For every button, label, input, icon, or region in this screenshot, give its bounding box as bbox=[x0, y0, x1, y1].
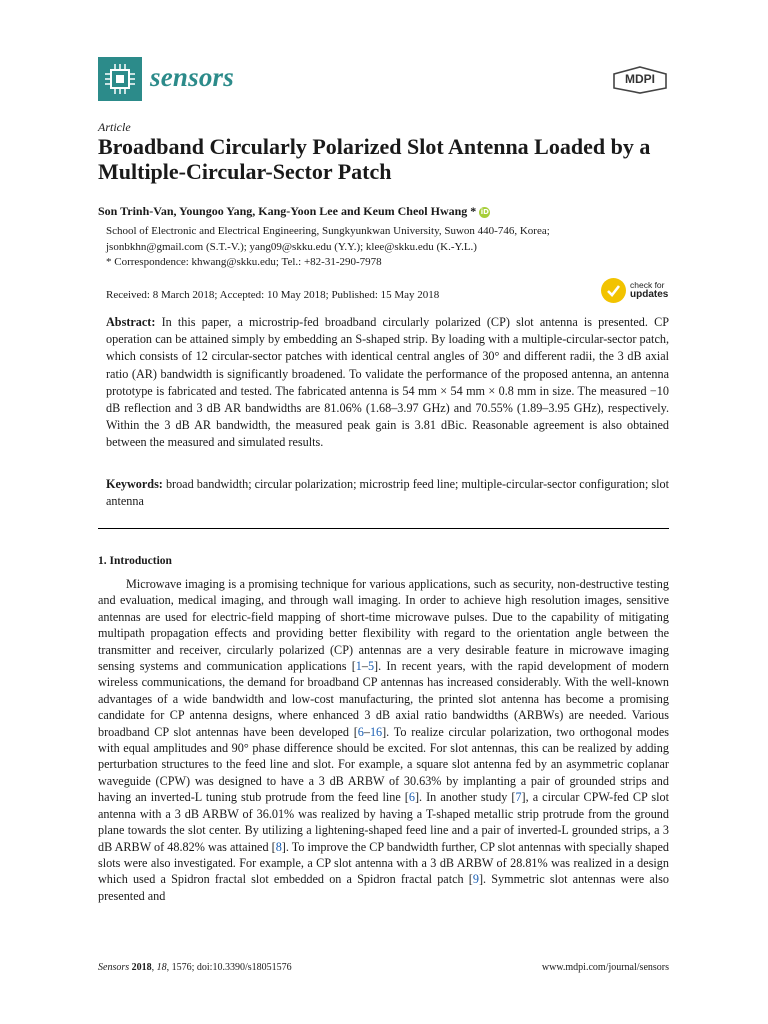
check-updates-icon bbox=[601, 278, 626, 303]
orcid-icon[interactable]: iD bbox=[480, 208, 489, 216]
intro-text-7: ]. Symmetric slot antennas were also presented and bbox=[98, 872, 669, 903]
citation-dash: – bbox=[363, 724, 370, 739]
citation-link[interactable]: 6 bbox=[357, 724, 364, 739]
affiliation-line: School of Electronic and Electrical Engineering, Sungkyunkwan University, Suwon 440-746, Korea; bbox=[106, 225, 550, 237]
journal-logo bbox=[98, 57, 142, 101]
citation-link[interactable]: 6 bbox=[408, 790, 415, 805]
abstract bbox=[106, 314, 669, 452]
citation-link[interactable]: 16 bbox=[369, 724, 383, 739]
intro-text-2: ]. In recent years, with the rapid development of modern wireless communications, the demand for broadband CP antennas has increased considerably. With the well-known advantages of a wide bandwidth and low-cost manufacturing, the printed slot antenna has become a promising candidate for CP antenna designs, where enhanced 3 dB axial ratio bandwidths (ARBWs) are needed. Various broadband CP slot antennas have been developed [ bbox=[98, 659, 669, 739]
check-updates-line2: updates bbox=[630, 289, 669, 300]
citation-link[interactable]: 1 bbox=[355, 659, 362, 674]
journal-name: sensors bbox=[150, 62, 234, 92]
footer-url[interactable]: www.mdpi.com/journal/sensors bbox=[541, 962, 669, 973]
keywords-text: broad bandwidth; circular polarization; microstrip feed line; multiple-circular-sector configuration; slot antenna bbox=[106, 477, 670, 509]
footer-doi: , 1576; doi:10.3390/s18051576 bbox=[166, 962, 292, 973]
footer-citation: Sensors 2018, 18, 1576; doi:10.3390/s18051576 bbox=[98, 962, 292, 973]
citation-dash: – bbox=[361, 659, 368, 674]
check-updates-line1: check for bbox=[630, 280, 665, 290]
keywords bbox=[106, 476, 669, 510]
article-type: Article bbox=[98, 120, 131, 134]
abstract-text: In this paper, a microstrip-fed broadband circularly polarized (CP) slot antenna is presented. CP operation can be attained simply by embedding an S-shaped strip. By loading with a multiple-circular-sector patch, which consists of 12 circular-sector patches with identical central angles of 30° and different radii, the 3 dB axial ratio (AR) bandwidth is significantly broadened. To validate the performance of the proposed antenna, an antenna prototype is fabricated and tested. The fabricated antenna is 54 mm × 54 mm × 0.8 mm in size. The measured −10 dB reflection and 3 dB AR bandwidths are 81.06% (1.68–3.97 GHz) and 70.55% (1.89–3.95 GHz), respectively. Within the 3 dB AR bandwidth, the measured peak gain is 3.81 dBic. Reasonable agreement is also obtained between the measured and simulated results. bbox=[106, 315, 670, 450]
affiliation-emails: jsonbkhn@gmail.com (S.T.-V.); yang09@skku.edu (Y.Y.); klee@skku.edu (K.-Y.L.) bbox=[106, 240, 477, 253]
keywords-label: Keywords: bbox=[106, 477, 163, 491]
intro-text-1: Microwave imaging is a promising technique for various applications, such as security, non-destructive testing and evaluation, medical imaging, and through wall imaging. In order to achieve high resolution images, sensitive antennas are used for electric-field mapping of short-time microwave pulses. Due to the capability of mitigating multipath propagation effects and providing better flexibility with regard to the orientation angle between the transmitter and receiver, circularly polarized (CP) antennas are a very desirable feature in microwave imaging sensing systems and communication applications [ bbox=[98, 577, 669, 674]
intro-text-5: ], a circular CPW-fed CP slot antenna with a 3 dB ARBW of 36.01% was realized by having a T-shaped metallic strip protrude from the ground plane towards the slot center. By utilizing a lightening-shaped feed line and a pair of inverted-L grounded strips, a 3 dB ARBW of 48.82% was attained [ bbox=[98, 790, 669, 854]
citation-link[interactable]: 7 bbox=[515, 790, 522, 805]
intro-text-6: ]. To improve the CP bandwidth further, CP slot antennas with specially shaped slots were also investigated. For example, a CP slot antenna with a 3 dB ARBW of 28.81% was realized in a design which used a Spidron fractal slot embedded on a Spidron fractal patch [ bbox=[98, 839, 669, 887]
authors-text: Son Trinh-Van, Youngoo Yang, Kang-Yoon Lee and Keum Cheol Hwang * bbox=[98, 204, 477, 218]
publication-dates: Received: 8 March 2018; Accepted: 10 May 2018; Published: 15 May 2018 bbox=[106, 289, 440, 301]
footer-volume: 18 bbox=[156, 962, 167, 973]
section-divider bbox=[98, 528, 669, 529]
intro-text-4: ]. In another study [ bbox=[414, 790, 516, 805]
intro-text-3: ]. To realize circular polarization, two orthogonal modes with equal amplitudes and 90° phase difference should be excited. For slot antennas, this can be realized by adding perturbation structures to the feed line and slot. For example, a square slot antenna fed by an asymmetric coplanar waveguide (CPW) was designed to have a 3 dB ARBW of 30.63% by implanting a pair of grounded strips and having an inverted-L tuning stub protrude from the feed line [ bbox=[98, 724, 669, 805]
citation-link[interactable]: 9 bbox=[472, 872, 479, 887]
affiliations bbox=[106, 224, 550, 271]
check-for-updates-badge[interactable] bbox=[601, 278, 671, 306]
article-title: Broadband Circularly Polarized Slot Antenna Loaded by a Multiple-Circular-Sector Patch bbox=[98, 134, 651, 184]
mdpi-logo bbox=[611, 66, 669, 98]
introduction-paragraph bbox=[98, 576, 669, 904]
author-list bbox=[98, 204, 490, 219]
section-heading: 1. Introduction bbox=[98, 555, 172, 567]
footer-journal: Sensors bbox=[98, 962, 130, 973]
footer-year: 2018 bbox=[131, 962, 152, 973]
citation-link[interactable]: 5 bbox=[367, 659, 375, 674]
correspondence: * Correspondence: khwang@skku.edu; Tel.: +82-31-290-7978 bbox=[106, 256, 382, 268]
mdpi-text: MDPI bbox=[625, 72, 655, 86]
citation-link[interactable]: 8 bbox=[275, 839, 282, 854]
abstract-label: Abstract: bbox=[106, 315, 156, 329]
